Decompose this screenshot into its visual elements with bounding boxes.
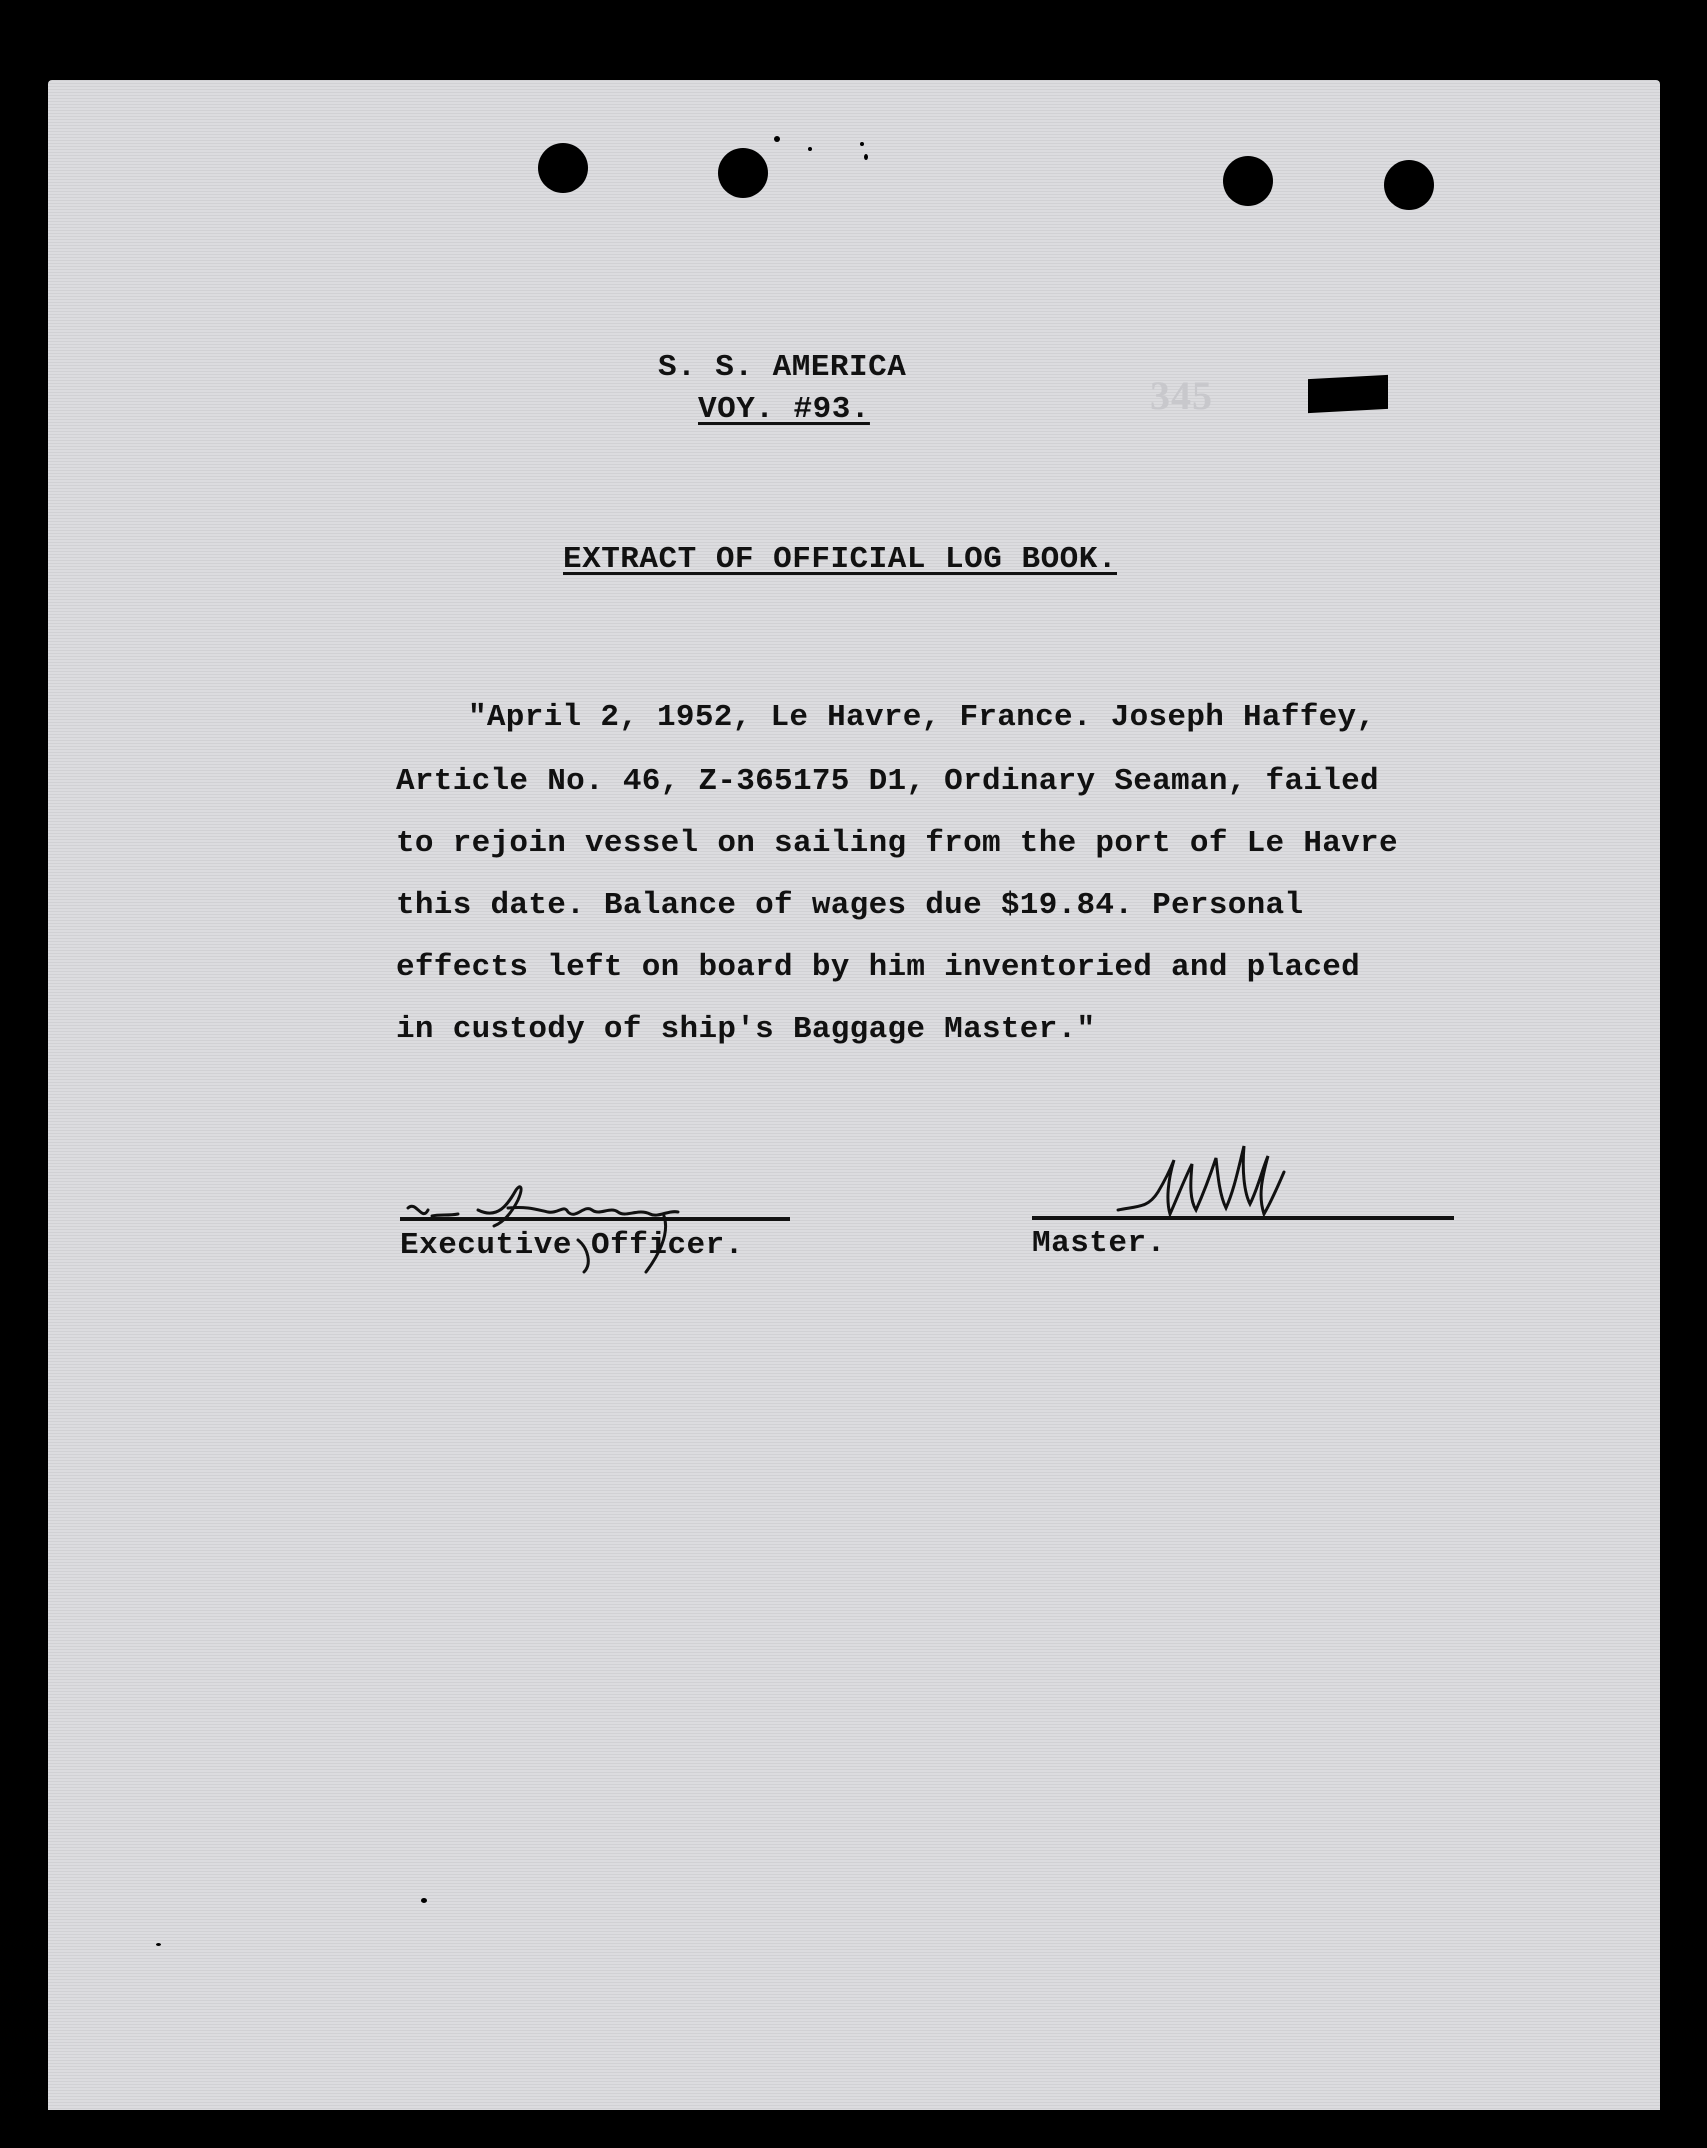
punch-hole [718, 148, 768, 198]
punch-hole [1384, 160, 1434, 210]
ink-speck [808, 147, 812, 151]
log-entry-line: in custody of ship's Baggage Master." [396, 1012, 1096, 1047]
voyage-number: VOY. #93. [698, 392, 870, 427]
ink-speck [860, 142, 864, 146]
master-label: Master. [1032, 1226, 1166, 1261]
log-entry-line: this date. Balance of wages due $19.84. Personal [396, 888, 1304, 923]
log-entry-line: to rejoin vessel on sailing from the port of Le Havre [396, 826, 1398, 861]
executive-officer-label: Executive Officer. [400, 1228, 744, 1263]
log-entry-line: Article No. 46, Z-365175 D1, Ordinary Seaman, failed [396, 764, 1379, 799]
ship-name: S. S. AMERICA [658, 350, 907, 385]
ink-speck [774, 136, 780, 142]
master-signature [1108, 1130, 1328, 1240]
redaction-block [1308, 375, 1388, 413]
log-entry-line: effects left on board by him inventoried and placed [396, 950, 1361, 985]
ink-speck [421, 1898, 427, 1903]
punch-hole [1223, 156, 1273, 206]
stamp-number: 345 [1150, 373, 1213, 418]
log-entry-line: "April 2, 1952, Le Havre, France. Joseph Haffey, [468, 700, 1376, 735]
document-title: EXTRACT OF OFFICIAL LOG BOOK. [563, 542, 1117, 577]
ink-speck [156, 1943, 161, 1946]
punch-hole [538, 143, 588, 193]
document-page [48, 80, 1660, 2110]
ink-speck [864, 154, 868, 160]
